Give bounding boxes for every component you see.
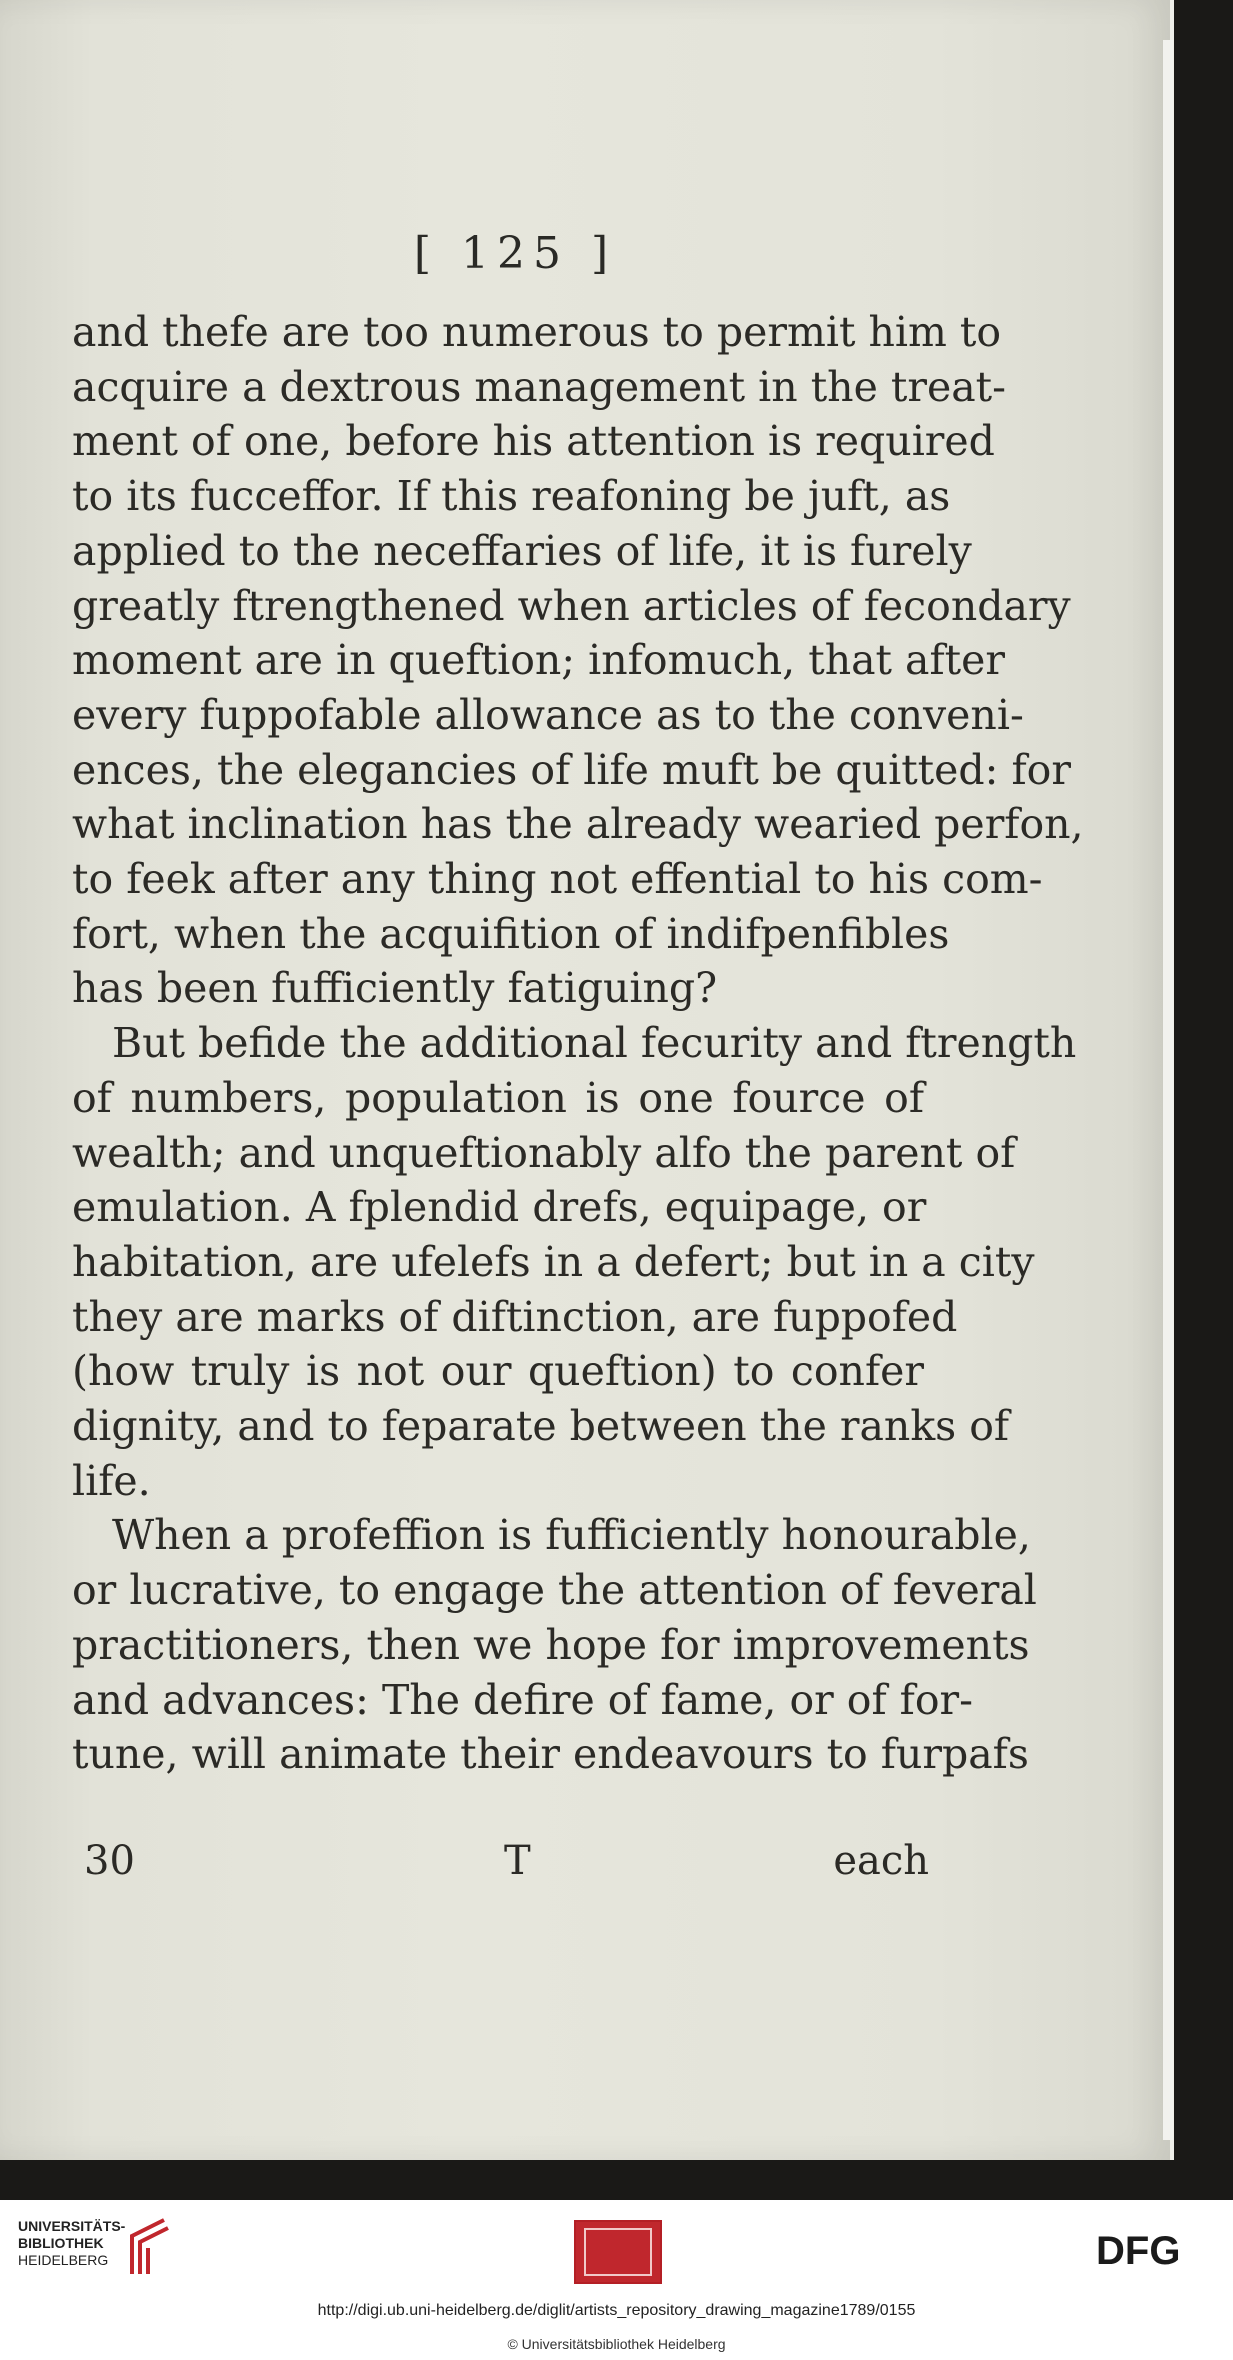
text-line: and advances: The defire of fame, or of for- — [72, 1675, 973, 1724]
permalink-url[interactable]: http://digi.ub.uni-heidelberg.de/diglit/artists_repository_drawing_magazine1789/0155 — [317, 2302, 916, 2319]
text-line: moment are in queftion; infomuch, that after — [72, 636, 1006, 685]
text-line: practitioners, then we hope for improvements — [72, 1620, 1030, 1669]
text-line: of numbers, population is one fource of — [72, 1073, 924, 1122]
text-line: dignity, and to feparate between the ranks of — [72, 1402, 1010, 1451]
signature-mark: 30 — [84, 1838, 135, 1884]
text-line: greatly ftrengthened when articles of fecondary — [72, 581, 1071, 630]
text-line: every fuppofable allowance as to the conveni- — [72, 690, 1024, 739]
text-line: fort, when the acquifition of indifpenfibles — [72, 909, 950, 958]
signature-letter: T — [504, 1838, 531, 1884]
text-line: emulation. A fplendid drefs, equipage, or — [72, 1183, 927, 1232]
institution-line-2: BIBLIOTHEK — [18, 2235, 104, 2251]
text-line: habitation, are ufelefs in a defert; but in a city — [72, 1237, 1035, 1286]
institution-line-3: HEIDELBERG — [18, 2252, 109, 2268]
copyright-notice: © Universitätsbibliothek Heidelberg — [507, 2336, 726, 2352]
text-line: what inclination has the already wearied perfon, — [72, 800, 1084, 849]
text-line: tune, will animate their endeavours to furpafs — [72, 1730, 1029, 1779]
text-line: to its fucceffor. If this reafoning be juft, as — [72, 472, 951, 521]
text-line: has been fufficiently fatiguing? — [72, 964, 718, 1013]
text-line: wealth; and unqueftionably alfo the parent of — [72, 1128, 1016, 1177]
text-line: applied to the neceffaries of life, it is furely — [72, 526, 972, 575]
text-line: life. — [72, 1456, 151, 1505]
page-header: [ 125 ] — [413, 228, 617, 279]
page-edge — [1163, 40, 1173, 2140]
text-line: ment of one, before his attention is required — [72, 417, 995, 466]
paragraph-3 — [72, 1508, 1037, 1782]
institution-line-1: UNIVERSITÄTS- — [18, 2218, 126, 2234]
text-line: acquire a dextrous management in the treat- — [72, 362, 1006, 411]
text-line: (how truly is not our queftion) to confer — [72, 1347, 924, 1396]
text-line: or lucrative, to engage the attention of feveral — [72, 1566, 1037, 1615]
paragraph-2 — [72, 1016, 1077, 1508]
paragraph-1 — [72, 305, 1084, 1016]
text-line: But befide the additional fecurity and ftrength — [112, 1019, 1077, 1068]
text-line: ences, the elegancies of life muft be quitted: for — [72, 745, 1071, 794]
text-line: they are marks of diftinction, are fuppofed — [72, 1292, 958, 1341]
text-line: to feek after any thing not effential to his com- — [72, 855, 1043, 904]
university-emblem-icon — [124, 2214, 176, 2278]
dfg-logo-text: DFG — [1096, 2230, 1181, 2270]
digitization-logo[interactable] — [574, 2220, 662, 2284]
text-line: and thefe are too numerous to permit him to — [72, 308, 1002, 356]
catchword: each — [833, 1838, 929, 1884]
dfg-logo[interactable] — [1096, 2230, 1214, 2270]
credits-bar — [0, 2200, 1233, 2360]
page-body — [72, 305, 1084, 1782]
university-logo[interactable] — [18, 2218, 125, 2269]
text-line: When a profeffion is fufficiently honourable, — [112, 1511, 1031, 1560]
